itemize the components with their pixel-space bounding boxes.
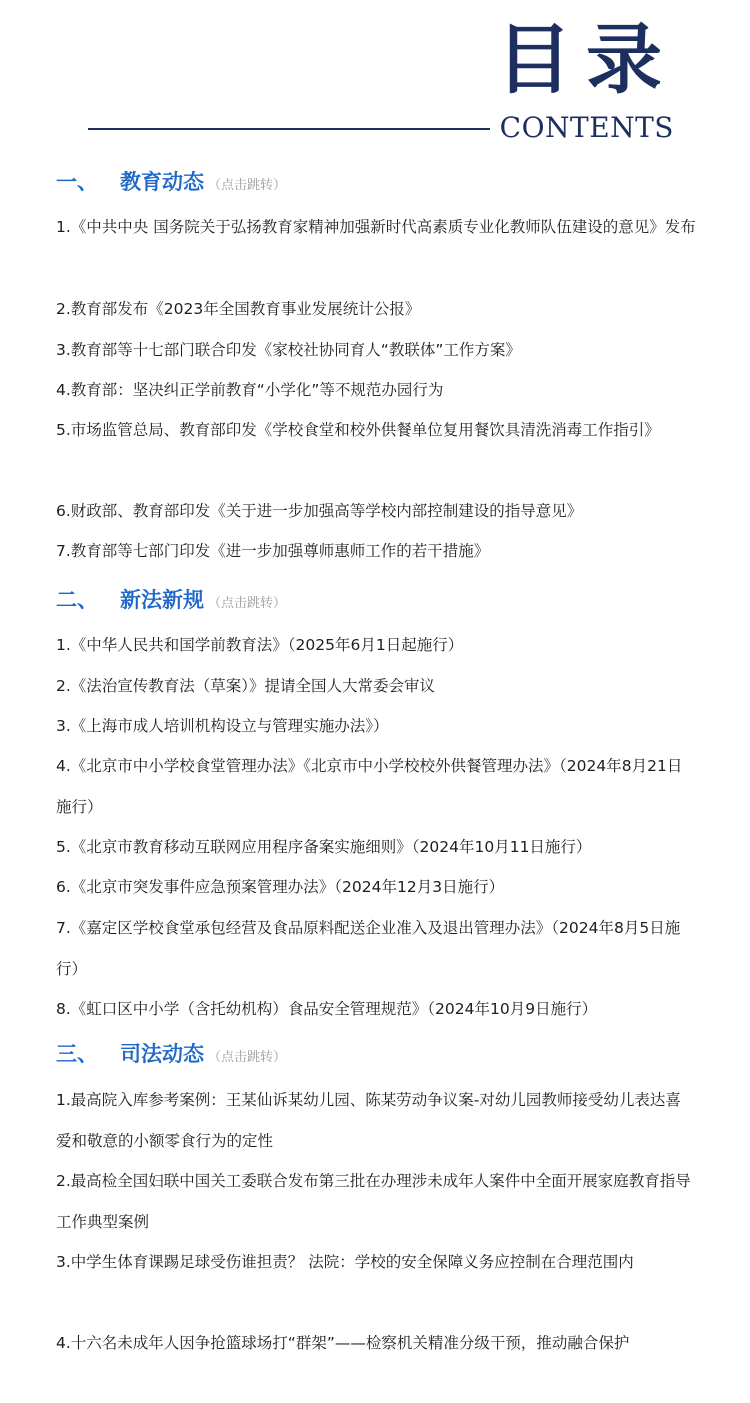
toc-entry[interactable]: 4.十六名未成年人因争抢篮球场打“群架”——检察机关精准分级干预，推动融合保护	[56, 1334, 630, 1352]
toc-entry[interactable]: 8.《虹口区中小学（含托幼机构）食品安全管理规范》（2024年10月9日施行）	[56, 1000, 598, 1018]
toc-entry[interactable]: 1.《中华人民共和国学前教育法》（2025年6月1日起施行）	[56, 636, 464, 654]
section-heading-education-news[interactable]	[56, 166, 286, 198]
contents-title-cn: 目录	[496, 15, 676, 104]
jump-hint[interactable]: （点击跳转）	[208, 596, 287, 611]
toc-entry[interactable]: 1.最高院入库参考案例：王某仙诉某幼儿园、陈某劳动争议案-对幼儿园教师接受幼儿表达喜爱和敬意的小额零食行为的定性	[56, 1091, 681, 1150]
section-heading-judicial-news[interactable]	[56, 1038, 286, 1070]
toc-entry[interactable]: 2.《法治宣传教育法（草案）》提请全国人大常委会审议	[56, 677, 436, 695]
jump-hint[interactable]: （点击跳转）	[208, 1050, 287, 1065]
contents-title-en: CONTENTS	[499, 111, 674, 144]
toc-entry[interactable]: 2.最高检全国妇联中国关工委联合发布第三批在办理涉未成年人案件中全面开展家庭教育指导工作典型案例	[56, 1172, 691, 1231]
section-heading-new-laws[interactable]	[56, 584, 286, 616]
toc-entry[interactable]: 5.《北京市教育移动互联网应用程序备案实施细则》（2024年10月11日施行）	[56, 838, 592, 856]
toc-entry[interactable]: 6.财政部、教育部印发《关于进一步加强高等学校内部控制建设的指导意见》	[56, 502, 583, 520]
section-title: 司法动态	[120, 1042, 204, 1066]
toc-entry[interactable]: 7.《嘉定区学校食堂承包经营及食品原料配送企业准入及退出管理办法》（2024年8月5日施行）	[56, 919, 681, 978]
section-number: 一、	[56, 170, 98, 194]
section-title: 新法新规	[120, 588, 204, 612]
toc-entry[interactable]: 3.《上海市成人培训机构设立与管理实施办法》）	[56, 717, 389, 735]
contents-header	[0, 0, 750, 150]
title-divider-line	[88, 128, 490, 130]
toc-entry[interactable]: 4.《北京市中小学校食堂管理办法》《北京市中小学校校外供餐管理办法》（2024年8月21日施行）	[56, 757, 683, 816]
toc-entry[interactable]: 3.教育部等十七部门联合印发《家校社协同育人“教联体”工作方案》	[56, 341, 521, 359]
toc-entry[interactable]: 7.教育部等七部门印发《进一步加强尊师惠师工作的若干措施》	[56, 542, 490, 560]
toc-entry[interactable]: 2.教育部发布《2023年全国教育事业发展统计公报》	[56, 300, 421, 318]
toc-entry[interactable]: 6.《北京市突发事件应急预案管理办法》（2024年12月3日施行）	[56, 878, 505, 896]
jump-hint[interactable]: （点击跳转）	[208, 178, 287, 193]
section-number: 二、	[56, 588, 98, 612]
toc-entry[interactable]: 5.市场监管总局、教育部印发《学校食堂和校外供餐单位复用餐饮具清洗消毒工作指引》	[56, 421, 660, 439]
toc-entry[interactable]: 3.中学生体育课踢足球受伤谁担责？ 法院：学校的安全保障义务应控制在合理范围内	[56, 1253, 634, 1271]
toc-entry[interactable]: 1.《中共中央 国务院关于弘扬教育家精神加强新时代高素质专业化教师队伍建设的意见》发布	[56, 218, 696, 236]
section-title: 教育动态	[120, 170, 204, 194]
toc-entry[interactable]: 4.教育部：坚决纠正学前教育“小学化”等不规范办园行为	[56, 381, 444, 399]
section-number: 三、	[56, 1042, 98, 1066]
